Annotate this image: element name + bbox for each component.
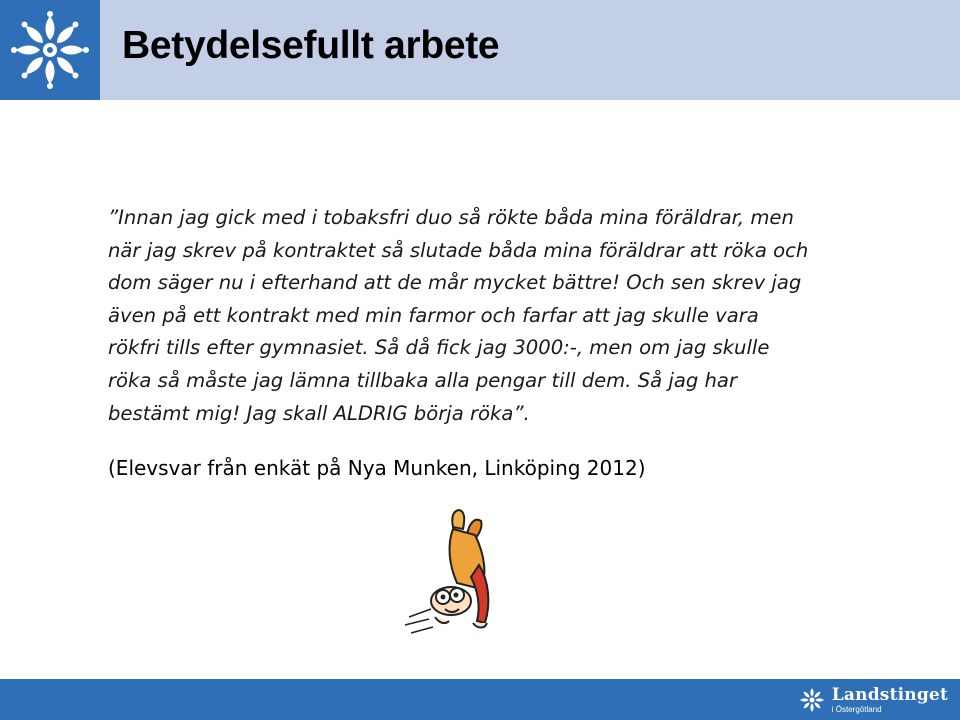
header-logo: [0, 0, 100, 100]
quote-line: ”Innan jag gick med i tobaksfri duo så rökte båda mina föräldrar, men: [108, 206, 794, 229]
quote-text: [108, 202, 898, 430]
quote-line: bestämt mig! Jag skall ALDRIG börja röka”.: [108, 401, 530, 425]
brand-name: Landstinget: [831, 684, 948, 705]
quote-line: dom säger nu i efterhand att de mår mycket bättre! Och sen skrev jag: [108, 271, 802, 295]
snowflake-flower-icon: [798, 686, 826, 714]
footer-logo: [798, 684, 948, 716]
brand-subtitle: i Östergötland: [831, 704, 882, 714]
brand-wordmark: [831, 684, 948, 714]
citation-text: (Elevsvar från enkät på Nya Munken, Linköping 2012): [108, 456, 646, 480]
quote-line: även på ett kontrakt med min farmor och farfar att jag skulle vara: [108, 303, 759, 327]
quote-line: rökfri tills efter gymnasiet. Så då fick jag 3000:-, men om jag skulle: [108, 336, 770, 360]
page-title: Betydelsefullt arbete: [122, 24, 500, 67]
quote-line: röka så måste jag lämna tillbaka alla pengar till dem. Så jag har: [108, 368, 737, 392]
snowflake-flower-icon: [10, 10, 90, 90]
quote-line: när jag skrev på kontraktet så slutade båda mina föräldrar att röka och: [108, 238, 809, 262]
handstand-cartoon-figure: [395, 505, 515, 645]
